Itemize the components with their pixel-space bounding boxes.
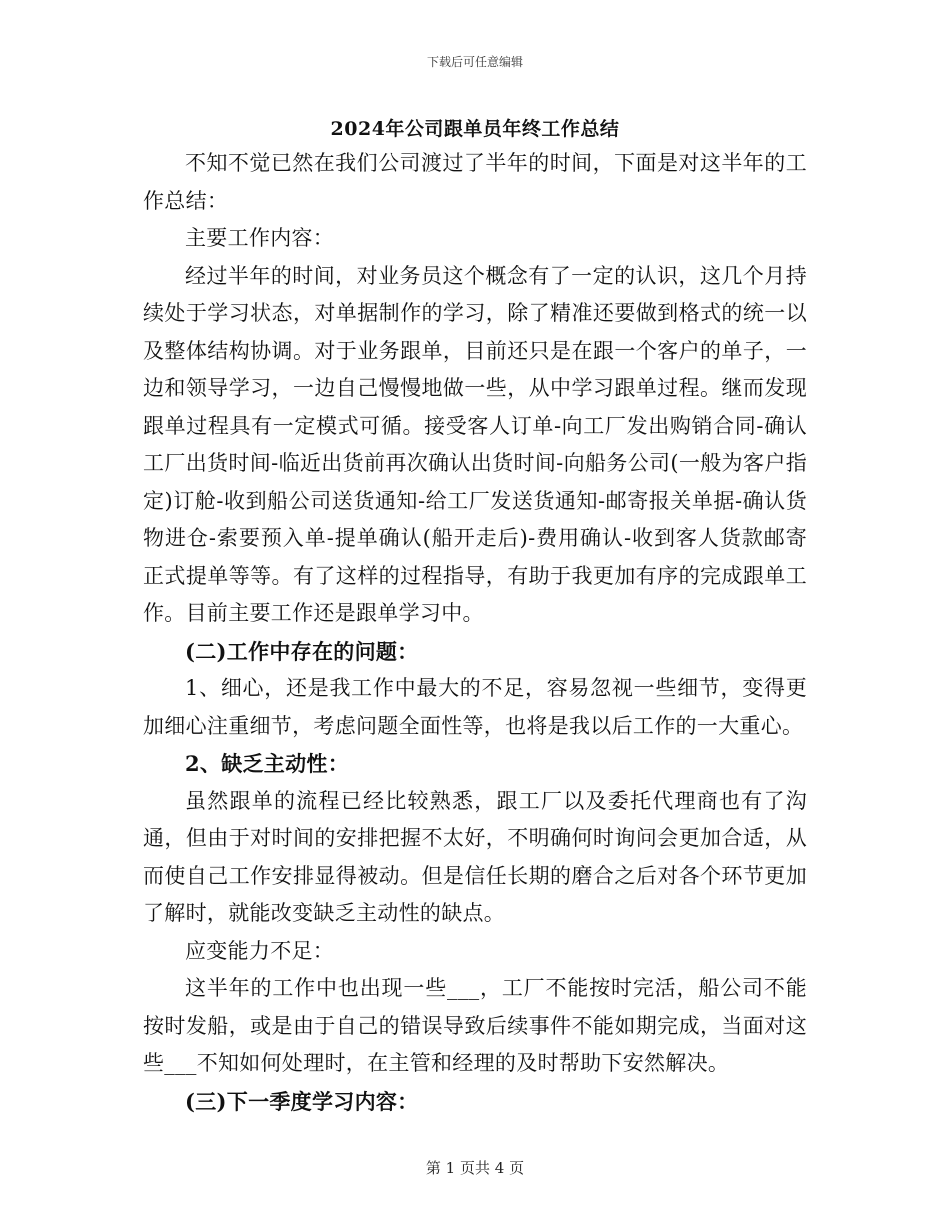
download-note: 下载后可任意编辑	[426, 55, 523, 69]
document-body	[143, 145, 807, 1120]
document-title: 2024年公司跟单员年终工作总结	[330, 118, 620, 140]
paragraph-main-work: 经过半年的时间，对业务员这个概念有了一定的认识，这几个月持续处于学习状态，对单据制作的学习，除了精准还要做到格式的统一以及整体结构协调。对于业务跟单，目前还只是在跟一个客户的单子，一边和领导学习，一边自己慢慢地做一些，从中学习跟单过程。继而发现跟单过程具有一定模式可循。接受客人订单-向工厂发出购销合同-确认工厂出货时间-临近出货前再次确认出货时间-向船务公司(一般为客户指定)订舱-收到船公司送货通知-给工厂发送货通知-邮寄报关单据-确认货物进仓-索要预入单-提单确认(船开走后)-费用确认-收到客人货款邮寄正式提单等等。有了这样的过程指导，有助于我更加有序的完成跟单工作。目前主要工作还是跟单学习中。	[143, 263, 807, 625]
heading-adaptability: 应变能力不足：	[185, 938, 335, 963]
heading-problems: (二)工作中存在的问题：	[185, 638, 419, 664]
heading-main-work: 主要工作内容：	[185, 226, 335, 250]
heading-initiative: 2、缺乏主动性：	[185, 751, 350, 776]
paragraph-initiative: 虽然跟单的流程已经比较熟悉，跟工厂以及委托代理商也有了沟通，但由于对时间的安排把握不太好，不明确何时询问会更加合适，从而使自己工作安排显得被动。但是信任长期的磨合之后对各个环节更加了解时，就能改变缺乏主动性的缺点。	[143, 788, 807, 925]
paragraph-adaptability: 这半年的工作中也出现一些___，工厂不能按时完活，船公司不能按时发船，或是由于自己的错误导致后续事件不能如期完成，当面对这些___不知如何处理时，在主管和经理的及时帮助下安然解决。	[143, 976, 807, 1075]
heading-next-quarter: (三)下一季度学习内容：	[185, 1088, 419, 1114]
paragraph-intro: 不知不觉已然在我们公司渡过了半年的时间，下面是对这半年的工作总结：	[143, 151, 807, 213]
page-number: 第 1 页共 4 页	[425, 1159, 525, 1177]
paragraph-carefulness: 1、细心，还是我工作中最大的不足，容易忽视一些细节，变得更加细心注重细节，考虑问题全面性等，也将是我以后工作的一大重心。	[143, 676, 807, 738]
